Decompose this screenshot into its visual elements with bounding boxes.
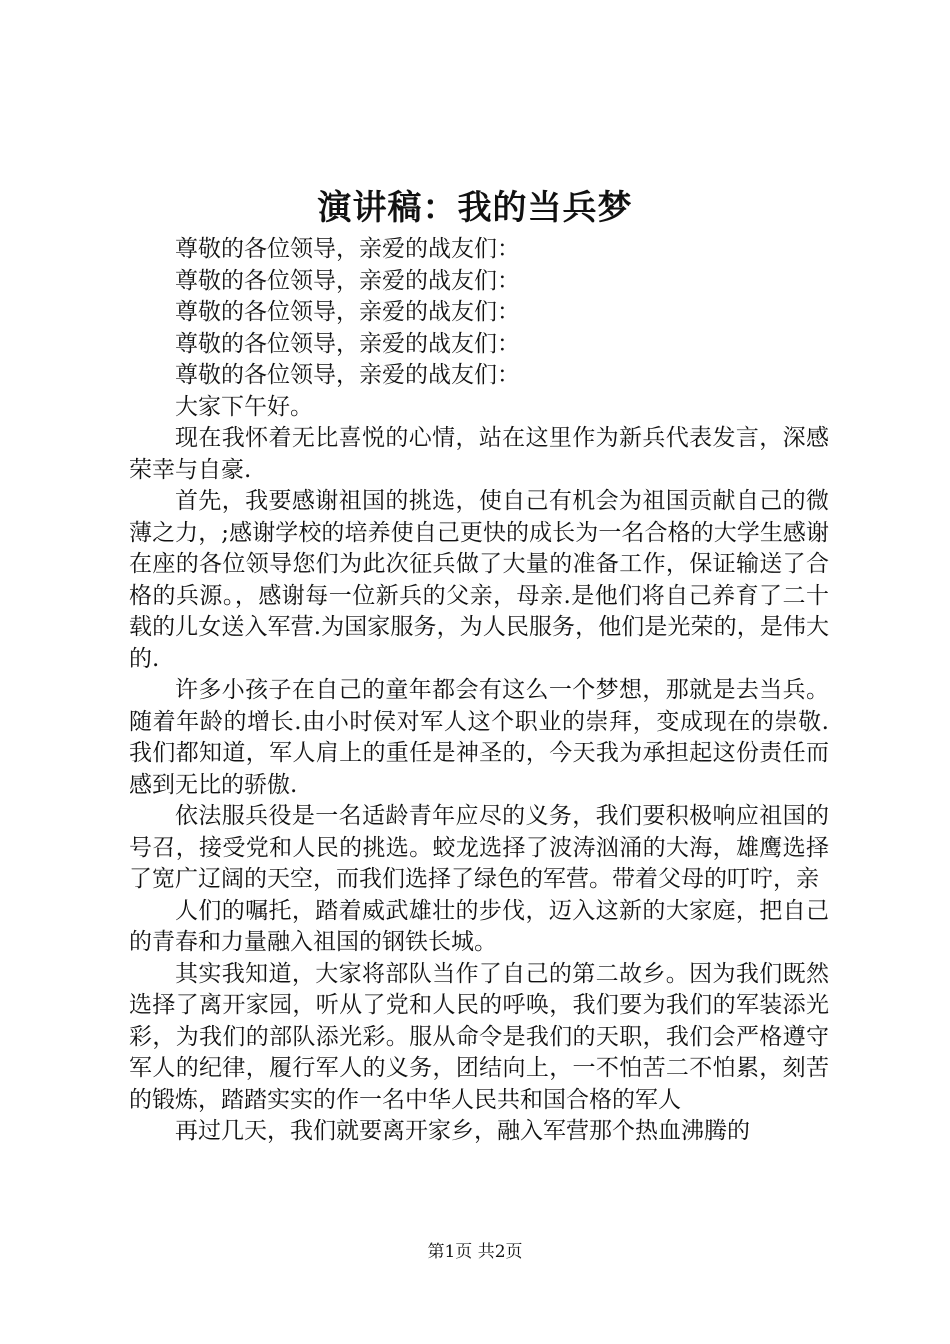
paragraph: 再过几天，我们就要离开家乡，融入军营那个热血沸腾的 [175,1118,750,1144]
document-title: 演讲稿：我的当兵梦 [317,188,633,228]
paragraph: 许多小孩子在自己的童年都会有这么一个梦想，那就是去当兵。随着年龄的增长.由小时侯对军人这个职业的崇拜，变成现在的崇敬.我们都知道，军人肩上的重任是神圣的，今天我为承担起这份责任而感到无比的骄傲. [129,677,829,798]
page-number-footer: 第1页 共2页 [427,1242,523,1262]
document-body [129,234,829,1148]
paragraph: 尊敬的各位领导，亲爱的战友们： [175,236,520,262]
paragraph: 尊敬的各位领导，亲爱的战友们： [175,362,520,388]
paragraph: 依法服兵役是一名适龄青年应尽的义务，我们要积极响应祖国的号召，接受党和人民的挑选。蛟龙选择了波涛汹涌的大海，雄鹰选择了宽广辽阔的天空，而我们选择了绿色的军营。带着父母的叮咛，亲 [129,803,829,892]
paragraph: 尊敬的各位领导，亲爱的战友们： [175,299,520,325]
paragraph: 人们的嘱托，踏着威武雄壮的步伐，迈入这新的大家庭，把自己的青春和力量融入祖国的钢铁长城。 [129,897,829,955]
paragraph: 大家下午好。 [175,393,313,420]
paragraph: 其实我知道，大家将部队当作了自己的第二故乡。因为我们既然选择了离开家园，听从了党和人民的呼唤，我们要为我们的军装添光彩，为我们的部队添光彩。服从命令是我们的天职，我们会严格遵守军人的纪律，履行军人的义务，团结向上，一不怕苦二不怕累，刻苦的锻炼，踏踏实实的作一名中华人民共和国合格的军人 [129,960,829,1113]
paragraph: 尊敬的各位领导，亲爱的战友们： [175,267,520,294]
paragraph: 尊敬的各位领导，亲爱的战友们： [175,330,520,357]
paragraph: 首先，我要感谢祖国的挑选，使自己有机会为祖国贡献自己的微薄之力，;感谢学校的培养使自己更快的成长为一名合格的大学生感谢在座的各位领导您们为此次征兵做了大量的准备工作，保证输送了合格的兵源。，感谢每一位新兵的父亲，母亲.是他们将自己养育了二十载的儿女送入军营.为国家服务，为人民服务，他们是光荣的，是伟大的. [129,488,829,672]
paragraph: 现在我怀着无比喜悦的心情，站在这里作为新兵代表发言，深感荣幸与自豪. [129,425,829,483]
